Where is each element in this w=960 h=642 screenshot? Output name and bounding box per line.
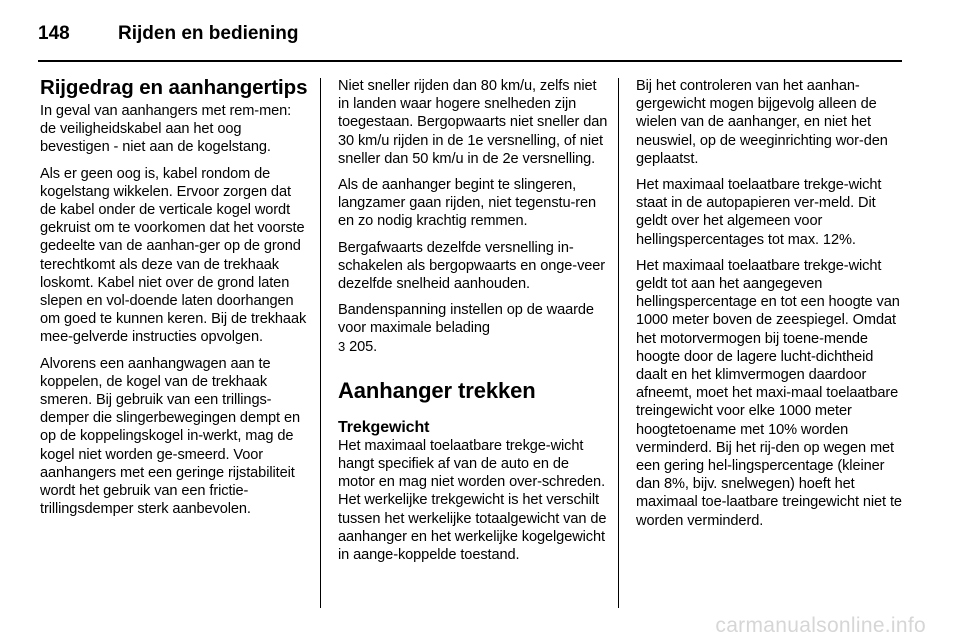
paragraph: In geval van aanhangers met rem-men: de veiligheidskabel aan het oog bevestigen - niet aan de kogelstang. [40, 103, 292, 156]
paragraph-text: Bandenspanning instellen op de waarde voor maximale belading [338, 302, 594, 337]
page-reference-link[interactable]: 205. [349, 338, 378, 355]
section-heading-rijgedrag: Rijgedrag en aanhangertips [40, 76, 308, 99]
reference-arrow-icon: 3 [338, 338, 346, 354]
paragraph: Niet sneller rijden dan 80 km/u, zelfs niet in landen waar hogere snelheden zijn toegestaan. Bergopwaarts niet sneller dan 30 km/u rijden in de 1e versnelling, of niet sneller dan 50 km/u in de 2e versnelling. [338, 78, 608, 167]
page-header [38, 14, 299, 54]
section-heading-aanhanger-trekken: Aanhanger trekken [338, 377, 536, 403]
paragraph: Het maximaal toelaatbare trekge-wicht hangt specifiek af van de auto en de motor en mag niet worden over-schreden. Het werkelijke trekgewicht is het verschilt tussen het werkelijke totaalgewicht van de aanhanger en het werkelijke kogelgewicht in aange-koppelde toestand. [338, 437, 607, 564]
column-divider-1 [320, 78, 321, 608]
page-number: 148 [38, 23, 70, 44]
paragraph: Het maximaal toelaatbare trekge-wicht staat in de autopapieren ver-meld. Dit geldt over het algemeen voor hellingspercentages tot max. 12%. [636, 177, 882, 248]
subheading-trekgewicht: Trekgewicht [338, 418, 430, 436]
column-2 [338, 77, 608, 572]
column-1 [40, 76, 310, 526]
paragraph: Als de aanhanger begint te slingeren, langzamer gaan rijden, niet tegenstu-ren en zo nodig krachtig remmen. [338, 177, 597, 230]
header-rule [38, 60, 902, 62]
column-divider-2 [618, 78, 619, 608]
watermark: carmanualsonline.info [715, 614, 926, 637]
paragraph: Alvorens een aanhangwagen aan te koppelen, de kogel van de trekhaak smeren. Bij gebruik van een trillings-demper die slingerbewegingen dempt en op de koppelingskogel in-werkt, mag de kogel niet worden ge-smeerd. Voor aanhangers met een geringe rijstabiliteit wordt het gebruik van een frictie-trillingsdemper sterk aanbevolen. [40, 355, 300, 518]
paragraph: Als er geen oog is, kabel rondom de kogelstang wikkelen. Ervoor zorgen dat de kabel onder de verticale kogel wordt gekruist om te voorkomen dat het voorste gedeelte van de aanhan-ger op de grond terechtkomt als deze van de trekhaak loskomt. Kabel niet over de grond laten slepen en vol-doende laten doorhangen om goed te kunnen keren. Bij de trekhaak mee-gelverde instructies opvolgen. [40, 165, 307, 346]
paragraph-with-reference [338, 301, 608, 356]
paragraph: Bij het controleren van het aanhan-gergewicht mogen bijgevolg alleen de wielen van de aanhanger, en niet het neuswiel, op de weeginrichting wor-den geplaatst. [636, 78, 888, 167]
running-title: Rijden en bediening [118, 23, 299, 44]
paragraph: Bergafwaarts dezelfde versnelling in-schakelen als bergopwaarts en onge-veer dezelfde snelheid aanhouden. [338, 239, 606, 293]
paragraph: Het maximaal toelaatbare trekge-wicht geldt tot aan het aangegeven hellingspercentage en tot een hoogte van 1000 meter boven de zeespiegel. Omdat het motorvermogen bij toene-mende hoogte door de lagere lucht-dichtheid daalt en het klimvermogen daardoor afneemt, moet het maxi-maal toelaatbare treingewicht voor elke 1000 meter hoogtetoename met 10% worden verminderd. Bij het rij-den op wegen met een gering hel-lingspercentage (kleiner dan 8%, bijv. snelwegen) hoeft het maximaal toe-laatbare treingewicht niet te worden verminderd. [636, 257, 902, 529]
column-3 [636, 77, 906, 538]
